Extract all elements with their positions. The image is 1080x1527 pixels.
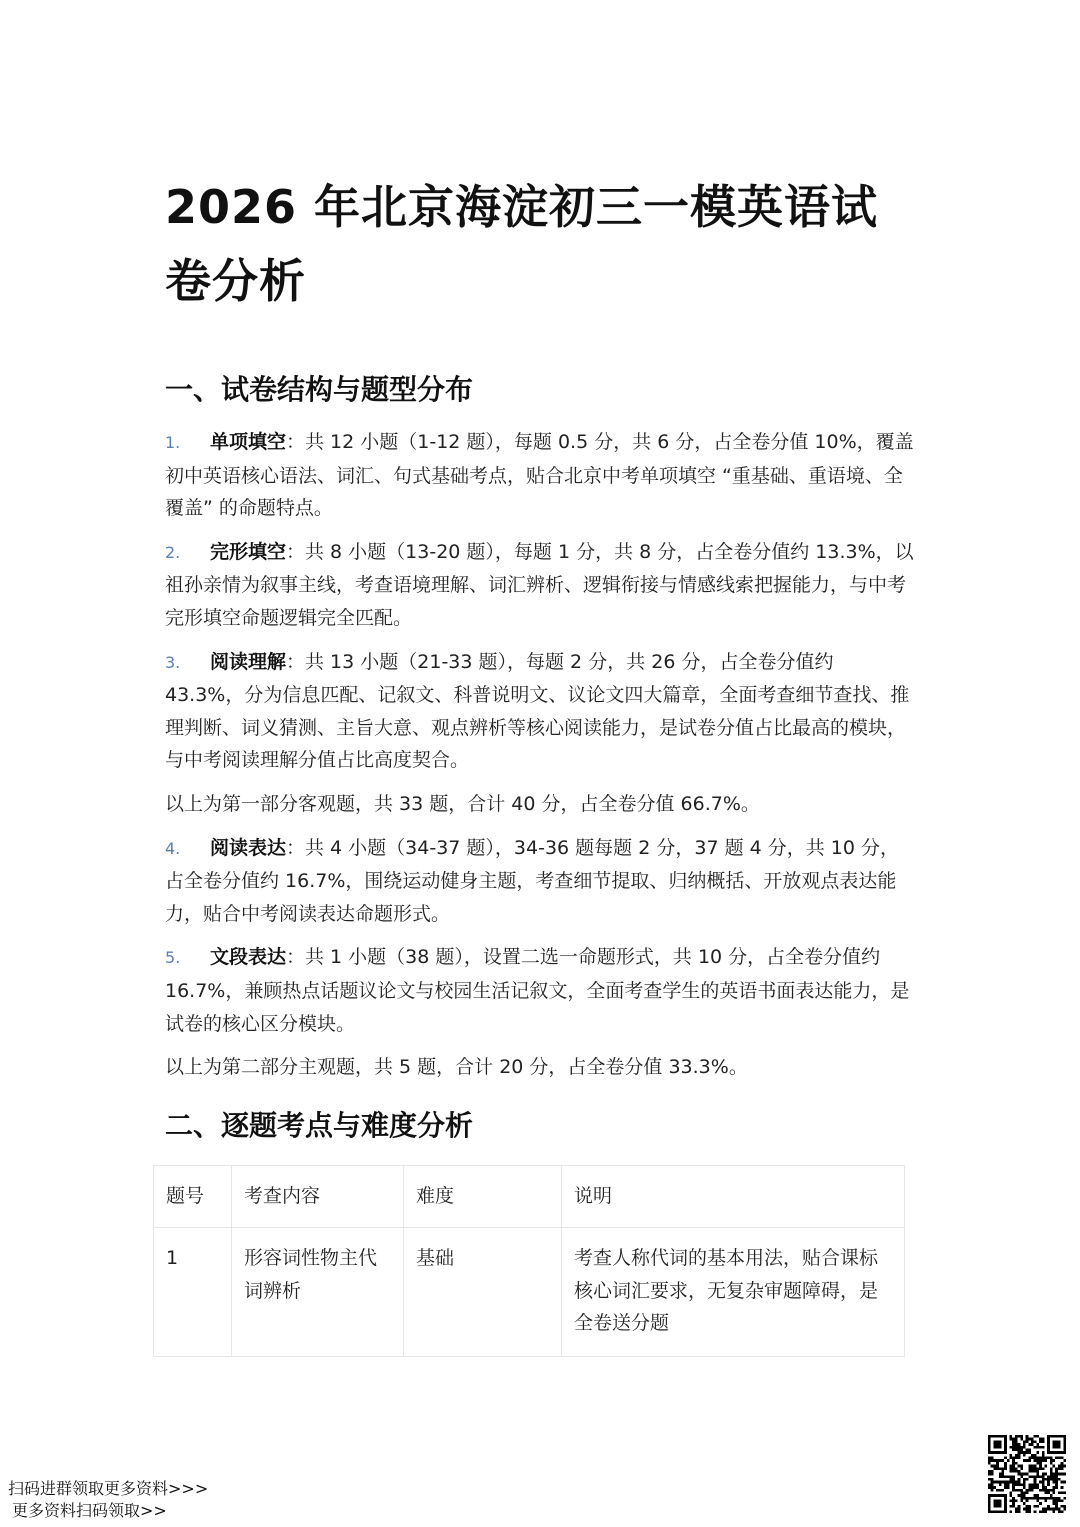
list-item-term: 单项填空 <box>210 431 287 453</box>
section-heading-analysis: 二、逐题考点与难度分析 <box>165 1109 474 1142</box>
list-item <box>165 426 915 525</box>
analysis-table <box>153 1165 905 1357</box>
section-heading-structure: 一、试卷结构与题型分布 <box>165 373 474 406</box>
footer-scan-join-text: 扫码进群领取更多资料>>> <box>8 1479 209 1498</box>
list-item-text: ：共 4 小题（34-37 题），34-36 题每题 2 分，37 题 4 分，共 10 分，占全卷分值约 16.7%，围绕运动健身主题，考查细节提取、归纳概括、开放观点表达能力，贴合中考阅读表达命题形式。 <box>165 836 899 925</box>
header-content: 考查内容 <box>232 1166 404 1228</box>
list-item-text: ：共 12 小题（1-12 题），每题 0.5 分，共 6 分，占全卷分值 10%，覆盖初中英语核心语法、词汇、句式基础考点，贴合北京中考单项填空 “重基础、重语境、全覆盖” 的命题特点。 <box>165 431 914 520</box>
list-item-term: 阅读表达 <box>210 836 287 859</box>
objective-summary: 以上为第一部分客观题，共 33 题，合计 40 分，占全卷分值 66.7%。 <box>165 792 760 815</box>
cell-content: 形容词性物主代词辨析 <box>232 1228 404 1357</box>
qr-code-icon[interactable] <box>988 1435 1066 1513</box>
list-item-number: 4. <box>165 838 181 858</box>
footer-scan-more-text: 更多资料扫码领取>> <box>12 1501 167 1520</box>
cell-difficulty: 基础 <box>404 1228 562 1357</box>
list-item-text: ：共 8 小题（13-20 题），每题 1 分，共 8 分，占全卷分值约 13.3%，以祖孙亲情为叙事主线，考查语境理解、词汇辨析、逻辑衔接与情感线索把握能力，与中考完形填空命题逻辑完全匹配。 <box>165 540 914 629</box>
header-description: 说明 <box>562 1166 905 1228</box>
list-item <box>165 646 915 777</box>
list-item <box>165 832 915 931</box>
list-item-number: 3. <box>165 652 181 672</box>
list-item-number: 2. <box>165 542 181 562</box>
list-item <box>165 941 915 1040</box>
subjective-summary: 以上为第二部分主观题，共 5 题，合计 20 分，占全卷分值 33.3%。 <box>165 1056 748 1079</box>
cell-question-number: 1 <box>154 1228 232 1357</box>
list-item-text: ：共 1 小题（38 题），设置二选一命题形式，共 10 分，占全卷分值约 16.7%，兼顾热点话题议论文与校园生活记叙文，全面考查学生的英语书面表达能力，是试卷的核心区分模块。 <box>165 946 910 1035</box>
table-header-row <box>154 1166 905 1228</box>
header-question-number: 题号 <box>154 1166 232 1228</box>
table-row <box>154 1228 905 1357</box>
list-item-term: 完形填空 <box>210 540 287 563</box>
list-item-text: ：共 13 小题（21-33 题），每题 2 分，共 26 分，占全卷分值约 43.3%，分为信息匹配、记叙文、科普说明文、议论文四大篇章，全面考查细节查找、推理判断、词义猜测、主旨大意、观点辨析等核心阅读能力，是试卷分值占比最高的模块，与中考阅读理解分值占比高度契合。 <box>165 650 910 772</box>
header-difficulty: 难度 <box>404 1166 562 1228</box>
cell-description: 考查人称代词的基本用法，贴合课标核心词汇要求，无复杂审题障碍，是全卷送分题 <box>562 1228 905 1357</box>
document-title: 2026 年北京海淀初三一模英语试卷分析 <box>165 180 879 308</box>
list-item-number: 5. <box>165 948 181 968</box>
list-item-number: 1. <box>165 433 181 452</box>
list-item-term: 阅读理解 <box>210 650 287 673</box>
list-item-term: 文段表达 <box>210 946 287 969</box>
section-structure-body <box>165 426 915 1095</box>
list-item <box>165 536 915 635</box>
